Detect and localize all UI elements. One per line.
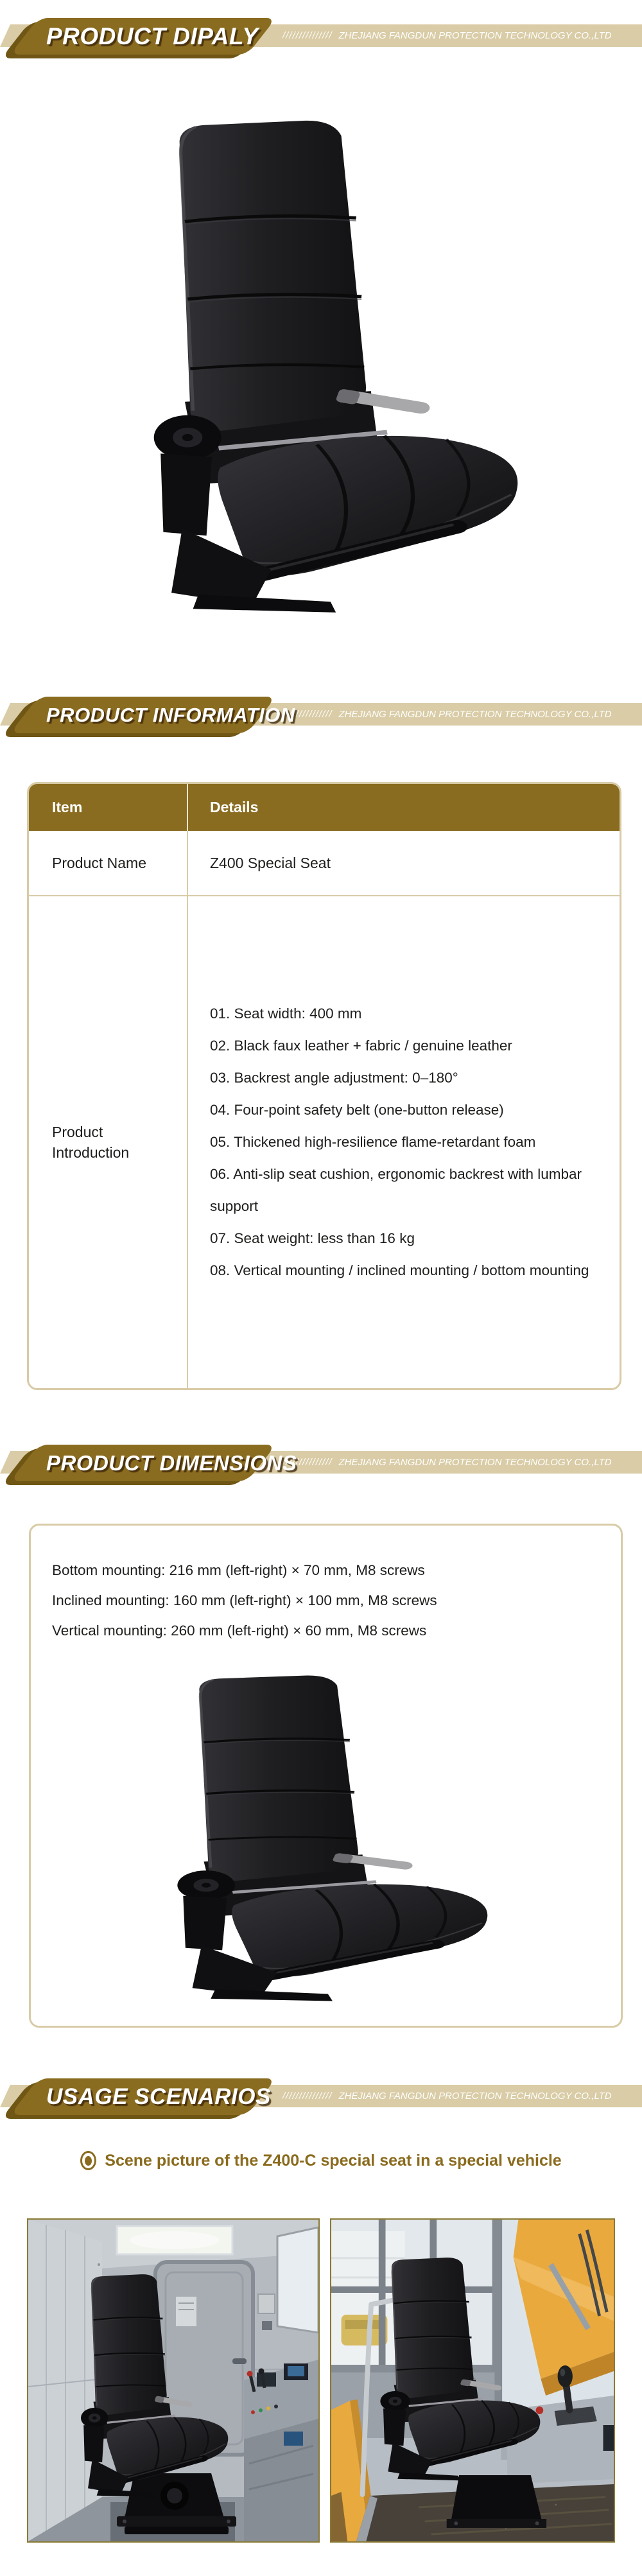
- section-title: PRODUCT INFORMATION: [46, 703, 295, 726]
- dimension-line: Inclined mounting: 160 mm (left-right) × 100 mm, M8 screws: [52, 1592, 437, 1608]
- dimension-line: Vertical mounting: 260 mm (left-right) × 60 mm, M8 screws: [52, 1623, 427, 1639]
- introduction-list: [210, 896, 607, 1388]
- row-value-product-introduction: [188, 896, 620, 1388]
- target-circle-icon: [80, 2151, 96, 2170]
- list-item: 04. Four-point safety belt (one-button release): [210, 1102, 504, 1118]
- list-item: 05. Thickened high-resilience flame-retardant foam: [210, 1134, 536, 1150]
- company-name: ZHEJIANG FANGDUN PROTECTION TECHNOLOGY CO.,LTD: [338, 30, 612, 41]
- scene-photo-right: [330, 2218, 615, 2543]
- slashes-decoration: ///////////////: [282, 2091, 333, 2102]
- usage-caption-text: Scene picture of the Z400-C special seat in a special vehicle: [105, 2151, 562, 2170]
- list-item: 03. Backrest angle adjustment: 0–180°: [210, 1070, 458, 1086]
- brand-strip-text: [282, 24, 636, 47]
- table-header-details: Details: [210, 799, 259, 815]
- brand-strip-text: [282, 1451, 636, 1474]
- section-title: PRODUCT DIPALY: [46, 22, 259, 49]
- table-header-item: Item: [29, 784, 188, 831]
- slashes-decoration: ///////////////: [282, 709, 333, 720]
- row-value-product-name: Z400 Special Seat: [210, 854, 331, 871]
- row-label-product-name: Product Name: [29, 831, 188, 895]
- section-header-information: [0, 697, 642, 742]
- product-info-table: [27, 782, 621, 1390]
- table-header-row: [29, 784, 620, 831]
- company-name: ZHEJIANG FANGDUN PROTECTION TECHNOLOGY CO.,LTD: [338, 1457, 612, 1468]
- slashes-decoration: ///////////////: [282, 30, 333, 41]
- company-name: ZHEJIANG FANGDUN PROTECTION TECHNOLOGY CO.,LTD: [338, 709, 612, 720]
- list-item: 08. Vertical mounting / inclined mounting / bottom mounting: [210, 1262, 589, 1278]
- row-label-product-introduction: Product Introduction: [29, 896, 188, 1388]
- section-header-dimensions: [0, 1445, 642, 1490]
- list-item: 06. Anti-slip seat cushion, ergonomic backrest with lumbar support: [210, 1166, 582, 1214]
- rail-cab-illustration: [28, 2220, 318, 2541]
- list-item: 01. Seat width: 400 mm: [210, 1005, 362, 1022]
- scene-photo-left: [27, 2218, 320, 2543]
- brand-strip-text: [282, 703, 636, 726]
- excavator-cab-illustration: [331, 2220, 614, 2541]
- dimensions-photo: [0, 1666, 642, 2026]
- list-item: 02. Black faux leather + fabric / genuine leather: [210, 1038, 512, 1054]
- usage-caption: [0, 2143, 642, 2178]
- slashes-decoration: ///////////////: [282, 1457, 333, 1468]
- section-title: PRODUCT DIMENSIONS: [46, 1450, 297, 1475]
- table-row: [29, 895, 620, 1388]
- section-header-usage: [0, 2078, 642, 2123]
- dimension-line: Bottom mounting: 216 mm (left-right) × 70 mm, M8 screws: [52, 1562, 425, 1578]
- brand-strip-text: [282, 2085, 636, 2107]
- section-header-display: [0, 18, 642, 63]
- company-name: ZHEJIANG FANGDUN PROTECTION TECHNOLOGY CO.,LTD: [338, 2091, 612, 2102]
- section-title: USAGE SCENARIOS: [46, 2084, 271, 2109]
- product-photo: [0, 83, 642, 623]
- list-item: 07. Seat weight: less than 16 kg: [210, 1230, 415, 1246]
- table-row: [29, 831, 620, 895]
- mounting-dimensions: [31, 1526, 621, 1646]
